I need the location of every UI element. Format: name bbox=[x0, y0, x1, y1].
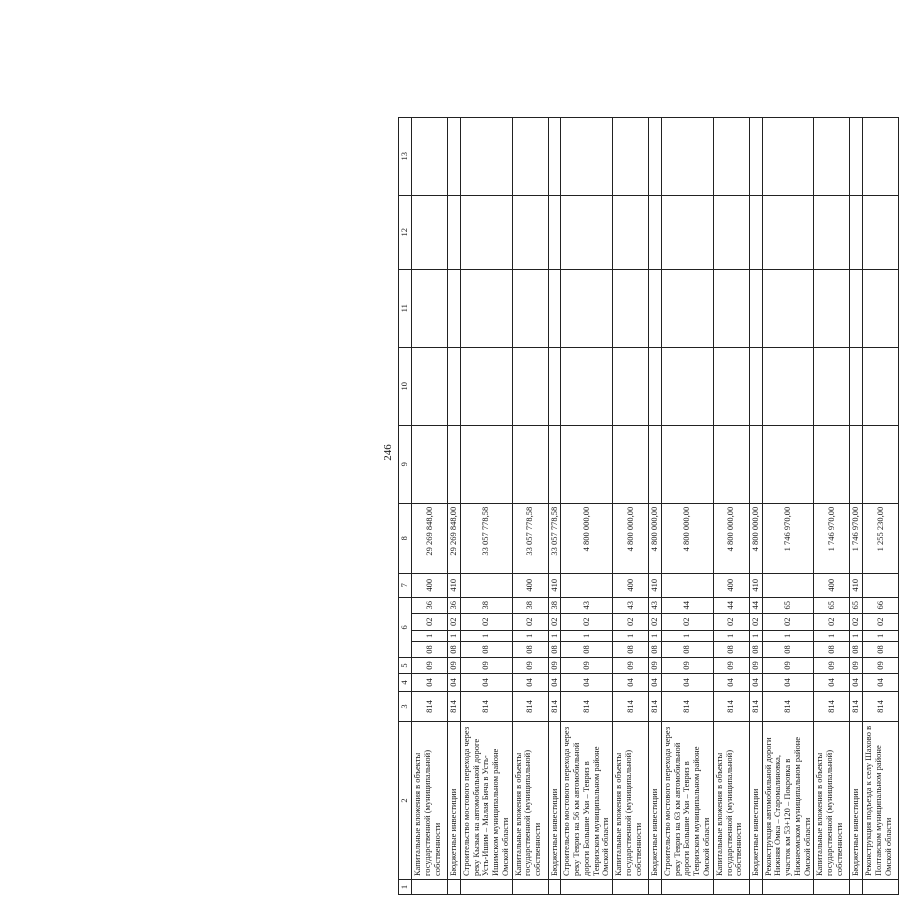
col-10-cell bbox=[749, 347, 762, 425]
col-12-cell bbox=[412, 195, 448, 269]
row-number-cell bbox=[749, 880, 762, 895]
section-cell: 04 bbox=[561, 674, 613, 692]
col-9-cell bbox=[850, 425, 863, 503]
subprogram-cell: 1 bbox=[649, 630, 662, 641]
amount-cell: 4 800 000,00 bbox=[561, 503, 613, 573]
col-13-cell bbox=[613, 117, 649, 195]
header-cell: 5 bbox=[399, 658, 412, 674]
row-number-cell bbox=[412, 880, 448, 895]
col-9-cell bbox=[412, 425, 448, 503]
direction-cell: 65 bbox=[762, 597, 814, 613]
event-cell: 02 bbox=[762, 613, 814, 630]
col-10-cell bbox=[713, 347, 749, 425]
col-13-cell bbox=[561, 117, 613, 195]
subprogram-cell: 1 bbox=[512, 630, 548, 641]
section-cell: 04 bbox=[863, 674, 899, 692]
col-13-cell bbox=[863, 117, 899, 195]
col-11-cell bbox=[661, 269, 713, 347]
subsection-cell: 09 bbox=[649, 658, 662, 674]
amount-cell: 29 269 848,00 bbox=[448, 503, 461, 573]
code-cell: 814 bbox=[749, 692, 762, 722]
section-cell: 04 bbox=[512, 674, 548, 692]
col-12-cell bbox=[713, 195, 749, 269]
direction-cell: 66 bbox=[863, 597, 899, 613]
amount-cell: 4 800 000,00 bbox=[713, 503, 749, 573]
col-13-cell bbox=[460, 117, 512, 195]
row-number-cell bbox=[661, 880, 713, 895]
event-cell: 02 bbox=[460, 613, 512, 630]
direction-cell: 38 bbox=[512, 597, 548, 613]
col-12-cell bbox=[561, 195, 613, 269]
header-cell: 1 bbox=[399, 880, 412, 895]
col-12-cell bbox=[649, 195, 662, 269]
col-9-cell bbox=[613, 425, 649, 503]
col-11-cell bbox=[762, 269, 814, 347]
header-row bbox=[399, 117, 412, 894]
col-9-cell bbox=[749, 425, 762, 503]
col-12-cell bbox=[850, 195, 863, 269]
program-cell: 08 bbox=[850, 642, 863, 658]
direction-cell: 44 bbox=[661, 597, 713, 613]
col-11-cell bbox=[749, 269, 762, 347]
item-name-cell: Строительство мостового перехода через реку Кызык на автомобильной дороге Усть-Ишим – Малая Бича в Усть-Ишимском муниципальном районе Омской области bbox=[460, 722, 512, 880]
item-name-cell: Капитальные вложения в объекты государственной (муниципальной) собственности bbox=[814, 722, 850, 880]
program-cell: 08 bbox=[661, 642, 713, 658]
table-row bbox=[448, 117, 461, 894]
code-cell: 814 bbox=[713, 692, 749, 722]
amount-cell: 4 800 000,00 bbox=[661, 503, 713, 573]
header-cell: 8 bbox=[399, 503, 412, 573]
expense-type-cell: 400 bbox=[512, 573, 548, 597]
subsection-cell: 09 bbox=[512, 658, 548, 674]
program-cell: 08 bbox=[713, 642, 749, 658]
subprogram-cell: 1 bbox=[561, 630, 613, 641]
col-12-cell bbox=[814, 195, 850, 269]
col-9-cell bbox=[713, 425, 749, 503]
col-13-cell bbox=[649, 117, 662, 195]
program-cell: 08 bbox=[863, 642, 899, 658]
amount-cell: 29 269 848,00 bbox=[412, 503, 448, 573]
col-10-cell bbox=[850, 347, 863, 425]
header-cell: 7 bbox=[399, 573, 412, 597]
event-cell: 02 bbox=[448, 613, 461, 630]
section-cell: 04 bbox=[762, 674, 814, 692]
col-11-cell bbox=[713, 269, 749, 347]
row-number-cell bbox=[814, 880, 850, 895]
program-cell: 08 bbox=[460, 642, 512, 658]
expense-type-cell bbox=[762, 573, 814, 597]
subsection-cell: 09 bbox=[749, 658, 762, 674]
col-9-cell bbox=[649, 425, 662, 503]
row-number-cell bbox=[561, 880, 613, 895]
section-cell: 04 bbox=[460, 674, 512, 692]
table-row bbox=[613, 117, 649, 894]
budget-table bbox=[398, 117, 899, 895]
header-cell: 12 bbox=[399, 195, 412, 269]
header-cell: 9 bbox=[399, 425, 412, 503]
section-cell: 04 bbox=[649, 674, 662, 692]
amount-cell: 1 746 970,00 bbox=[850, 503, 863, 573]
col-9-cell bbox=[548, 425, 561, 503]
event-cell: 02 bbox=[850, 613, 863, 630]
col-10-cell bbox=[512, 347, 548, 425]
expense-type-cell: 410 bbox=[448, 573, 461, 597]
subsection-cell: 09 bbox=[850, 658, 863, 674]
direction-cell: 36 bbox=[448, 597, 461, 613]
code-cell: 814 bbox=[649, 692, 662, 722]
header-cell: 6 bbox=[399, 597, 412, 657]
event-cell: 02 bbox=[661, 613, 713, 630]
header-cell: 10 bbox=[399, 347, 412, 425]
direction-cell: 43 bbox=[561, 597, 613, 613]
col-11-cell bbox=[448, 269, 461, 347]
expense-type-cell: 410 bbox=[850, 573, 863, 597]
table-row bbox=[548, 117, 561, 894]
col-9-cell bbox=[460, 425, 512, 503]
page-number: 246 bbox=[382, 444, 394, 461]
col-11-cell bbox=[548, 269, 561, 347]
section-cell: 04 bbox=[412, 674, 448, 692]
row-number-cell bbox=[512, 880, 548, 895]
table-row bbox=[749, 117, 762, 894]
col-9-cell bbox=[661, 425, 713, 503]
table-row bbox=[762, 117, 814, 894]
subprogram-cell: 1 bbox=[863, 630, 899, 641]
code-cell: 814 bbox=[512, 692, 548, 722]
subsection-cell: 09 bbox=[762, 658, 814, 674]
subprogram-cell: 1 bbox=[448, 630, 461, 641]
expense-type-cell: 410 bbox=[548, 573, 561, 597]
direction-cell: 44 bbox=[713, 597, 749, 613]
section-cell: 04 bbox=[749, 674, 762, 692]
amount-cell: 33 057 778,58 bbox=[548, 503, 561, 573]
table-row bbox=[649, 117, 662, 894]
event-cell: 02 bbox=[561, 613, 613, 630]
subsection-cell: 09 bbox=[713, 658, 749, 674]
table-body bbox=[399, 117, 899, 894]
direction-cell: 44 bbox=[749, 597, 762, 613]
col-10-cell bbox=[814, 347, 850, 425]
program-cell: 08 bbox=[512, 642, 548, 658]
item-name-cell: Капитальные вложения в объекты государственной (муниципальной) собственности bbox=[412, 722, 448, 880]
section-cell: 04 bbox=[850, 674, 863, 692]
event-cell: 02 bbox=[749, 613, 762, 630]
col-10-cell bbox=[412, 347, 448, 425]
subsection-cell: 09 bbox=[448, 658, 461, 674]
direction-cell: 36 bbox=[412, 597, 448, 613]
item-name-cell: Бюджетные инвестиции bbox=[448, 722, 461, 880]
col-10-cell bbox=[661, 347, 713, 425]
subprogram-cell: 1 bbox=[661, 630, 713, 641]
col-10-cell bbox=[613, 347, 649, 425]
expense-type-cell: 400 bbox=[713, 573, 749, 597]
event-cell: 02 bbox=[814, 613, 850, 630]
amount-cell: 1 746 970,00 bbox=[814, 503, 850, 573]
col-9-cell bbox=[561, 425, 613, 503]
direction-cell: 65 bbox=[850, 597, 863, 613]
table-row bbox=[412, 117, 448, 894]
code-cell: 814 bbox=[661, 692, 713, 722]
event-cell: 02 bbox=[713, 613, 749, 630]
item-name-cell: Реконструкция автомобильной дороги Нижняя Омка – Старомалиновка, участок км 53+120 – Покровка в Нижнеомском муниципальном районе Омской области bbox=[762, 722, 814, 880]
subprogram-cell: 1 bbox=[713, 630, 749, 641]
code-cell: 814 bbox=[762, 692, 814, 722]
header-cell: 4 bbox=[399, 674, 412, 692]
col-11-cell bbox=[613, 269, 649, 347]
subsection-cell: 09 bbox=[548, 658, 561, 674]
item-name-cell: Капитальные вложения в объекты государственной (муниципальной) собственности bbox=[512, 722, 548, 880]
expense-type-cell: 410 bbox=[749, 573, 762, 597]
direction-cell: 65 bbox=[814, 597, 850, 613]
col-12-cell bbox=[448, 195, 461, 269]
code-cell: 814 bbox=[613, 692, 649, 722]
subsection-cell: 09 bbox=[814, 658, 850, 674]
direction-cell: 38 bbox=[548, 597, 561, 613]
program-cell: 08 bbox=[561, 642, 613, 658]
col-11-cell bbox=[814, 269, 850, 347]
col-12-cell bbox=[548, 195, 561, 269]
col-12-cell bbox=[749, 195, 762, 269]
row-number-cell bbox=[460, 880, 512, 895]
header-cell: 3 bbox=[399, 692, 412, 722]
col-9-cell bbox=[762, 425, 814, 503]
expense-type-cell bbox=[661, 573, 713, 597]
program-cell: 08 bbox=[412, 642, 448, 658]
expense-type-cell bbox=[561, 573, 613, 597]
item-name-cell: Капитальные вложения в объекты государственной (муниципальной) собственности bbox=[613, 722, 649, 880]
amount-cell: 4 800 000,00 bbox=[613, 503, 649, 573]
col-13-cell bbox=[412, 117, 448, 195]
section-cell: 04 bbox=[548, 674, 561, 692]
item-name-cell: Бюджетные инвестиции bbox=[749, 722, 762, 880]
col-13-cell bbox=[814, 117, 850, 195]
table-row bbox=[512, 117, 548, 894]
item-name-cell: Строительство мостового перехода через реку Тевриз на 63 км автомобильной дороги Большие Уки – Тевриз в Тевризском муниципальном районе Омской области bbox=[661, 722, 713, 880]
col-12-cell bbox=[863, 195, 899, 269]
header-cell: 2 bbox=[399, 722, 412, 880]
col-13-cell bbox=[448, 117, 461, 195]
item-name-cell: Капитальные вложения в объекты государственной (муниципальной) собственности bbox=[713, 722, 749, 880]
row-number-cell bbox=[762, 880, 814, 895]
subsection-cell: 09 bbox=[460, 658, 512, 674]
amount-cell: 1 255 230,00 bbox=[863, 503, 899, 573]
col-13-cell bbox=[548, 117, 561, 195]
expense-type-cell: 410 bbox=[649, 573, 662, 597]
col-10-cell bbox=[548, 347, 561, 425]
col-11-cell bbox=[649, 269, 662, 347]
event-cell: 02 bbox=[548, 613, 561, 630]
program-cell: 08 bbox=[548, 642, 561, 658]
subprogram-cell: 1 bbox=[814, 630, 850, 641]
expense-type-cell: 400 bbox=[613, 573, 649, 597]
event-cell: 02 bbox=[649, 613, 662, 630]
section-cell: 04 bbox=[613, 674, 649, 692]
row-number-cell bbox=[863, 880, 899, 895]
code-cell: 814 bbox=[412, 692, 448, 722]
row-number-cell bbox=[850, 880, 863, 895]
row-number-cell bbox=[649, 880, 662, 895]
item-name-cell: Бюджетные инвестиции bbox=[649, 722, 662, 880]
col-11-cell bbox=[412, 269, 448, 347]
col-11-cell bbox=[460, 269, 512, 347]
code-cell: 814 bbox=[814, 692, 850, 722]
expense-type-cell bbox=[460, 573, 512, 597]
table-row bbox=[713, 117, 749, 894]
direction-cell: 38 bbox=[460, 597, 512, 613]
item-name-cell: Реконструкция подъезда к селу Шахово в Полтавском муниципальном районе Омской области bbox=[863, 722, 899, 880]
subprogram-cell: 1 bbox=[613, 630, 649, 641]
col-11-cell bbox=[850, 269, 863, 347]
direction-cell: 43 bbox=[613, 597, 649, 613]
code-cell: 814 bbox=[863, 692, 899, 722]
item-name-cell: Бюджетные инвестиции bbox=[850, 722, 863, 880]
row-number-cell bbox=[548, 880, 561, 895]
col-9-cell bbox=[863, 425, 899, 503]
event-cell: 02 bbox=[863, 613, 899, 630]
subprogram-cell: 1 bbox=[548, 630, 561, 641]
table-row bbox=[661, 117, 713, 894]
subsection-cell: 09 bbox=[863, 658, 899, 674]
col-9-cell bbox=[814, 425, 850, 503]
col-13-cell bbox=[850, 117, 863, 195]
col-9-cell bbox=[448, 425, 461, 503]
program-cell: 08 bbox=[448, 642, 461, 658]
section-cell: 04 bbox=[814, 674, 850, 692]
col-9-cell bbox=[512, 425, 548, 503]
table-row bbox=[814, 117, 850, 894]
code-cell: 814 bbox=[850, 692, 863, 722]
col-12-cell bbox=[460, 195, 512, 269]
row-number-cell bbox=[713, 880, 749, 895]
amount-cell: 33 057 778,58 bbox=[460, 503, 512, 573]
event-cell: 02 bbox=[512, 613, 548, 630]
subprogram-cell: 1 bbox=[850, 630, 863, 641]
program-cell: 08 bbox=[613, 642, 649, 658]
program-cell: 08 bbox=[649, 642, 662, 658]
section-cell: 04 bbox=[713, 674, 749, 692]
subsection-cell: 09 bbox=[412, 658, 448, 674]
subsection-cell: 09 bbox=[561, 658, 613, 674]
col-13-cell bbox=[512, 117, 548, 195]
col-11-cell bbox=[561, 269, 613, 347]
event-cell: 02 bbox=[613, 613, 649, 630]
col-13-cell bbox=[762, 117, 814, 195]
program-cell: 08 bbox=[749, 642, 762, 658]
col-10-cell bbox=[863, 347, 899, 425]
subsection-cell: 09 bbox=[661, 658, 713, 674]
col-10-cell bbox=[561, 347, 613, 425]
col-13-cell bbox=[713, 117, 749, 195]
row-number-cell bbox=[613, 880, 649, 895]
header-cell: 13 bbox=[399, 117, 412, 195]
row-number-cell bbox=[448, 880, 461, 895]
code-cell: 814 bbox=[460, 692, 512, 722]
col-11-cell bbox=[512, 269, 548, 347]
col-11-cell bbox=[863, 269, 899, 347]
program-cell: 08 bbox=[762, 642, 814, 658]
table-row bbox=[460, 117, 512, 894]
code-cell: 814 bbox=[561, 692, 613, 722]
col-12-cell bbox=[661, 195, 713, 269]
event-cell: 02 bbox=[412, 613, 448, 630]
expense-type-cell: 400 bbox=[814, 573, 850, 597]
col-10-cell bbox=[762, 347, 814, 425]
code-cell: 814 bbox=[448, 692, 461, 722]
subprogram-cell: 1 bbox=[749, 630, 762, 641]
col-12-cell bbox=[762, 195, 814, 269]
expense-type-cell: 400 bbox=[412, 573, 448, 597]
direction-cell: 43 bbox=[649, 597, 662, 613]
col-10-cell bbox=[460, 347, 512, 425]
subprogram-cell: 1 bbox=[460, 630, 512, 641]
item-name-cell: Бюджетные инвестиции bbox=[548, 722, 561, 880]
section-cell: 04 bbox=[448, 674, 461, 692]
col-10-cell bbox=[649, 347, 662, 425]
table-row bbox=[850, 117, 863, 894]
col-13-cell bbox=[661, 117, 713, 195]
code-cell: 814 bbox=[548, 692, 561, 722]
subsection-cell: 09 bbox=[613, 658, 649, 674]
amount-cell: 33 057 778,58 bbox=[512, 503, 548, 573]
header-cell: 11 bbox=[399, 269, 412, 347]
section-cell: 04 bbox=[661, 674, 713, 692]
subprogram-cell: 1 bbox=[412, 630, 448, 641]
table-row bbox=[561, 117, 613, 894]
amount-cell: 4 800 000,00 bbox=[749, 503, 762, 573]
col-12-cell bbox=[613, 195, 649, 269]
subprogram-cell: 1 bbox=[762, 630, 814, 641]
table-row bbox=[863, 117, 899, 894]
amount-cell: 1 746 970,00 bbox=[762, 503, 814, 573]
program-cell: 08 bbox=[814, 642, 850, 658]
expense-type-cell bbox=[863, 573, 899, 597]
col-13-cell bbox=[749, 117, 762, 195]
amount-cell: 4 800 000,00 bbox=[649, 503, 662, 573]
col-12-cell bbox=[512, 195, 548, 269]
item-name-cell: Строительство мостового перехода через реку Тевриз на 56 км автомобильной дороги Большие Уки – Тевриз в Тевризском муниципальном районе Омской области bbox=[561, 722, 613, 880]
col-10-cell bbox=[448, 347, 461, 425]
